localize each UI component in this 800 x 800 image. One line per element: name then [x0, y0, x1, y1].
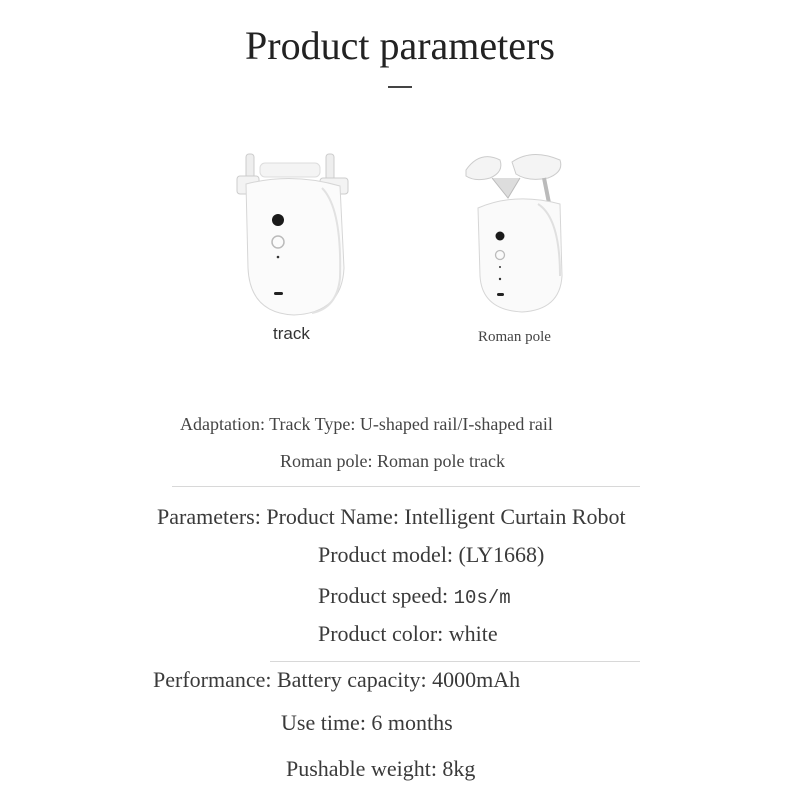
title-underline	[388, 86, 412, 88]
product-model: Product model: (LY1668)	[318, 542, 545, 567]
divider	[270, 661, 640, 662]
caption-track: track	[273, 324, 310, 343]
product-speed-label: Product speed:	[318, 583, 454, 608]
adaptation-roman-pole: Roman pole: Roman pole track	[280, 451, 505, 471]
product-name: Parameters: Product Name: Intelligent Curtain Robot	[157, 504, 626, 529]
adaptation-track-type: Adaptation: Track Type: U-shaped rail/I-shaped rail	[180, 414, 553, 434]
battery-capacity: Performance: Battery capacity: 4000mAh	[153, 667, 521, 692]
roman-pole-robot-image	[460, 148, 575, 318]
pushable-weight: Pushable weight: 8kg	[286, 756, 476, 781]
caption-roman-pole: Roman pole	[478, 329, 551, 345]
product-speed-value: 10s/m	[453, 587, 511, 609]
page-title: Product parameters	[245, 23, 555, 68]
product-speed	[318, 583, 511, 609]
divider	[172, 486, 640, 487]
use-time: Use time: 6 months	[281, 710, 453, 735]
product-color: Product color: white	[318, 621, 498, 646]
track-robot-image	[232, 148, 357, 318]
